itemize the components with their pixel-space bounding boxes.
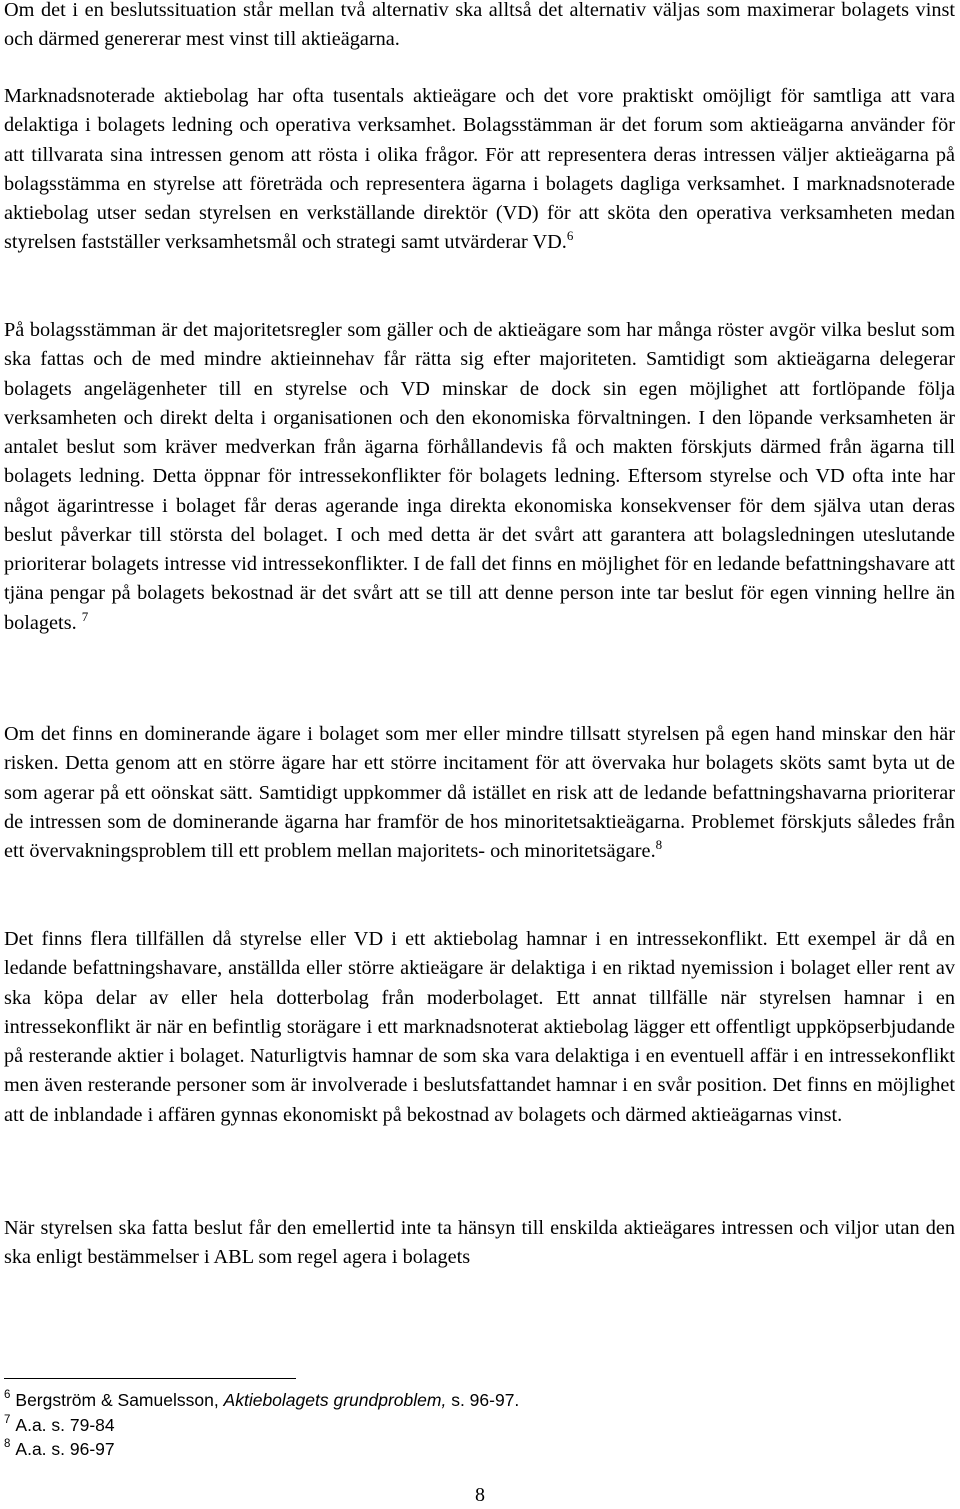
paragraph-text: Det finns flera tillfällen då styrelse eller VD i ett aktiebolag hamnar i en intressekonflikt. Ett exempel är då en ledande befattningshavare, anställda eller större aktieägare är delaktiga i en riktad nyemission i bolaget eller rent av ska köpa delar av eller hela dotterbolag från moderbolaget. Ett annat tillfälle när styrelsen hamnar i en intressekonflikt är när en befintlig storägare i ett marknadsnoterat aktiebolag lägger ett offentligt uppköpserbjudande på resterande aktier i bolaget. Naturligtvis hamnar de som ska vara delaktiga i en eventuell affär i en intressekonflikt men även resterande personer som är involverade i beslutsfattandet hamnar i en svår position. Det finns en möjlighet att de inblandade i affären gynnas ekonomiskt på bekostnad av bolagets och därmed aktieägarnas vinst. xyxy=(4,928,955,1126)
page-number: 8 xyxy=(475,1484,485,1506)
footnote-reference[interactable]: 6 xyxy=(566,228,574,244)
paragraph-text: Om det i en beslutssituation står mellan två alternativ ska alltså det alternativ väljas som maximerar bolagets vinst och därmed genererar mest vinst till aktieägarna. xyxy=(4,0,955,51)
footnote xyxy=(4,1388,904,1413)
body-paragraph xyxy=(4,925,955,1130)
body-paragraph xyxy=(4,1214,955,1273)
footnotes xyxy=(4,1388,904,1462)
footnote xyxy=(4,1437,904,1462)
body-paragraph xyxy=(4,720,955,866)
paragraph-text: Marknadsnoterade aktiebolag har ofta tusentals aktieägare och det vore praktiskt omöjligt för samtliga att vara delaktiga i bolagets ledning och operativa verksamhet. Bolagsstämman är det forum som aktieägarna använder för att tillvarata sina intressen genom att rösta i olika frågor. För att representera deras intressen väljer aktieägarna på bolagsstämma en styrelse att företräda och representera ägarna i bolagets dagliga verksamhet. I marknadsnoterade aktiebolag utser sedan styrelsen en verkställande direktör (VD) för att sköta den operativa verksamheten medan styrelsen fastställer verksamhetsmål och strategi samt utvärderar VD. xyxy=(4,85,955,254)
paragraph-text: Om det finns en dominerande ägare i bolaget som mer eller mindre tillsatt styrelsen på egen hand minskar den här risken. Detta genom att en större ägare har ett större incitament för att övervaka hur bolagets sköts samt byta ut de som agerar på ett oönskat sätt. Samtidigt uppkommer då istället en risk att de ledande befattningshavarna prioriterar de intressen som de dominerande ägarna har framför de hos minoritetsaktieägarna. Problemet förskjuts således från ett övervakningsproblem till ett problem mellan majoritets- och minoritetsägare. xyxy=(4,723,955,862)
footnote-number: 7 xyxy=(4,1413,11,1426)
footnote-title: Aktiebolagets grundproblem, xyxy=(223,1390,447,1410)
footnote-text: A.a. s. 96-97 xyxy=(15,1439,115,1459)
footnote-reference[interactable]: 8 xyxy=(655,837,663,852)
paragraph-text: När styrelsen ska fatta beslut får den emellertid inte ta hänsyn till enskilda aktieägares intressen och viljor utan den ska enligt bestämmelser i ABL som regel agera i bolagets xyxy=(4,1217,955,1269)
footnote-text: A.a. s. 79-84 xyxy=(15,1414,115,1435)
body-paragraph xyxy=(4,0,955,55)
footnote-text: Bergström & Samuelsson, xyxy=(15,1390,224,1410)
footnote-number: 6 xyxy=(4,1389,11,1401)
body-paragraph xyxy=(4,316,955,638)
paragraph-text: På bolagsstämman är det majoritetsregler som gäller och de aktieägare som har många röster avgör vilka beslut som ska fattas och de med mindre aktieinnehav får rätta sig efter majoriteten. Samtidigt som aktieägarna delegerar bolagets angelägenheter till en styrelse och VD minskar de dock sin egen möjlighet att fortlöpande följa verksamheten och direkt delta i organisationen och den ekonomiska förvaltningen. I den löpande verksamheten är antalet beslut som kräver medverkan från ägarna förhållandevis få och makten förskjuts därmed från ägarna till bolagets ledning. Detta öppnar för intressekonflikter för bolagets ledning. Eftersom styrelse och VD ofta inte har något ägarintresse i bolaget får deras agerande inga direkta ekonomiska konsekvenser för dem själva utan deras beslut påverkar till största del bolaget. I och med detta är det svårt att garantera att bolagsledningen uteslutande prioriterar bolagets intresse vid intressekonflikter. I de fall det finns en möjlighet för en ledande befattningshavare att tjäna pengar på bolagets bekostnad är det svårt att se till att denne person inte tar beslut för egen vinning hellre än bolagets. xyxy=(4,319,955,634)
footnote-number: 8 xyxy=(4,1438,11,1450)
footnote xyxy=(4,1413,904,1438)
footnote-text: s. 96-97. xyxy=(446,1390,520,1410)
body-paragraph xyxy=(4,82,955,258)
footnote-reference[interactable]: 7 xyxy=(81,608,89,624)
footnote-separator xyxy=(4,1378,296,1379)
